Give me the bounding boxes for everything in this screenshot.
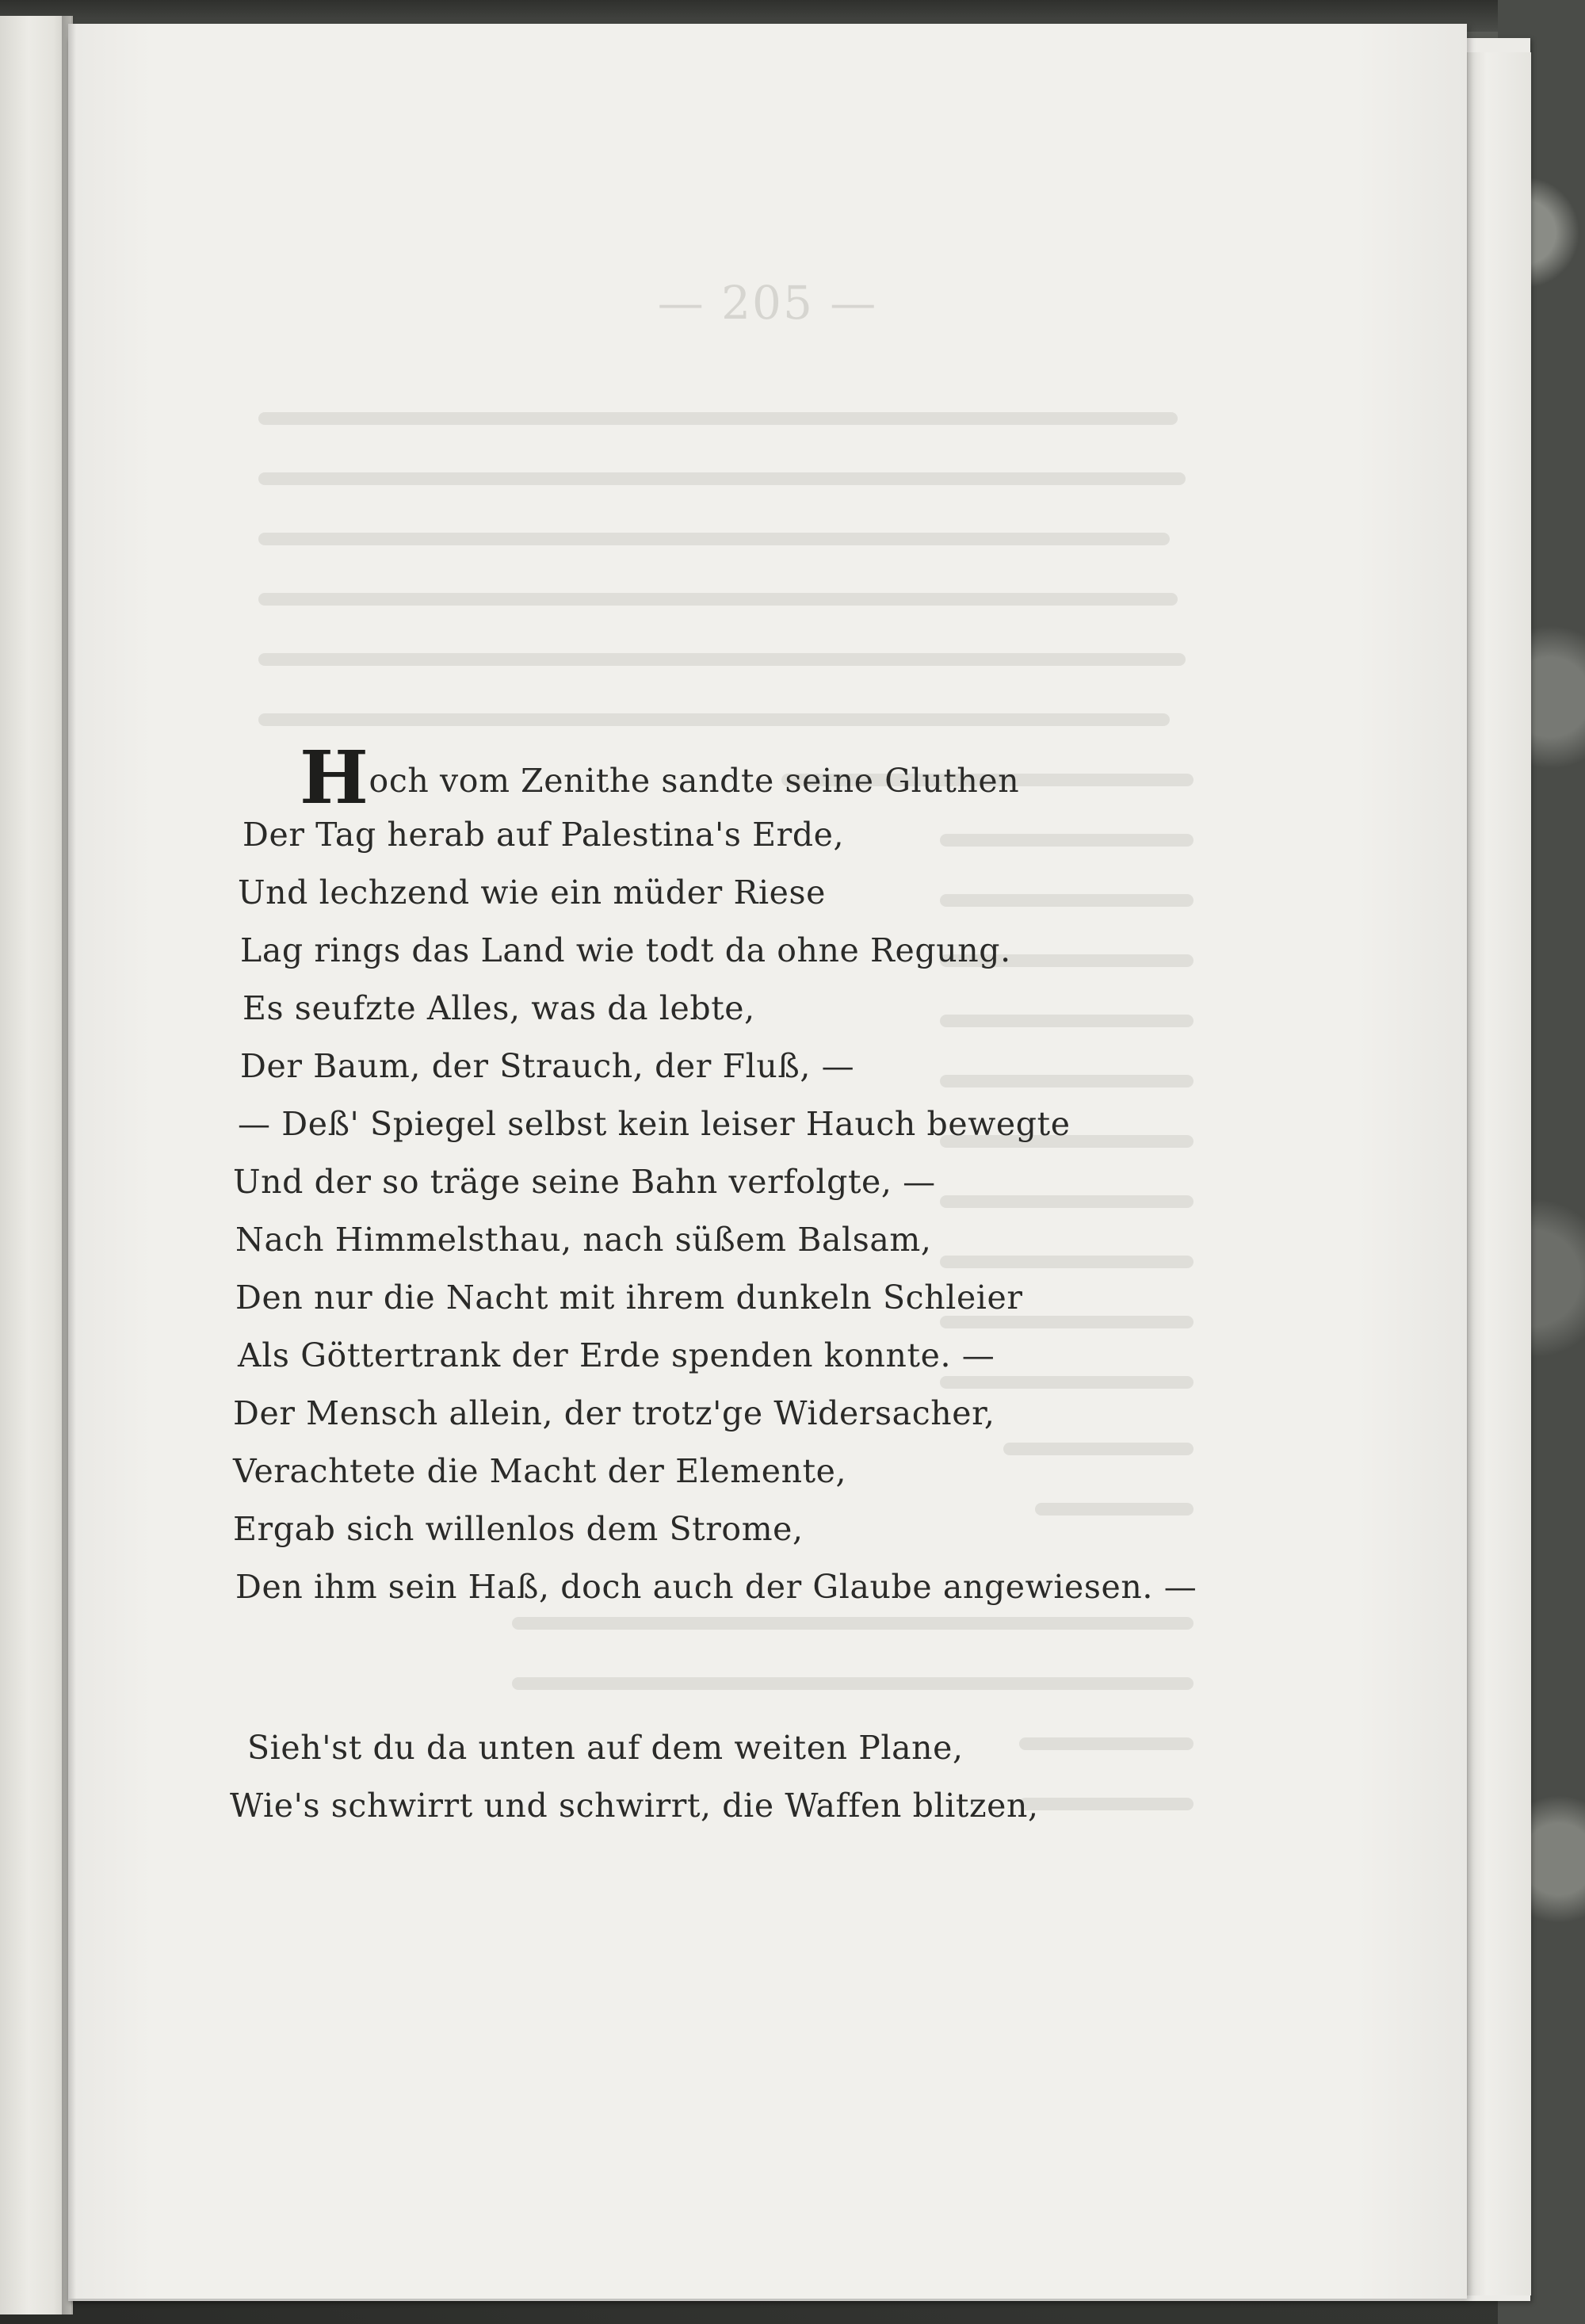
- poem-line: Sieh'st du da unten auf dem weiten Plane,: [247, 1729, 964, 1767]
- poem-line: Wie's schwirrt und schwirrt, die Waffen blitzen,: [230, 1787, 1039, 1825]
- poem-line: Und lechzend wie ein müder Riese: [238, 873, 827, 912]
- poem-line-text: och vom Zenithe sandte seine Gluthen: [369, 762, 1020, 800]
- poem-line: Lag rings das Land wie todt da ohne Regung.: [240, 931, 1011, 969]
- gutter-shadow: [62, 16, 76, 2314]
- poem-line: Ergab sich willenlos dem Strome,: [233, 1510, 804, 1548]
- poem-line: Als Göttertrank der Erde spenden konnte. —: [238, 1336, 995, 1374]
- poem-line: Den ihm sein Haß, doch auch der Glaube angewiesen. —: [235, 1568, 1197, 1606]
- page-edge-right: [1467, 52, 1531, 2295]
- poem-line: Nach Himmelsthau, nach süßem Balsam,: [235, 1221, 932, 1259]
- poem-line: Der Baum, der Strauch, der Fluß, —: [240, 1047, 855, 1085]
- poem-line: Der Mensch allein, der trotz'ge Widersacher,: [233, 1394, 995, 1432]
- poem-line: Und der so träge seine Bahn verfolgte, —: [233, 1163, 936, 1201]
- poem-line: Der Tag herab auf Palestina's Erde,: [243, 816, 845, 854]
- poem-line: [300, 735, 1020, 820]
- poem-line: Es seufzte Alles, was da lebte,: [243, 989, 755, 1027]
- poem-line: — Deß' Spiegel selbst kein leiser Hauch bewegte: [238, 1105, 1071, 1143]
- poem-line: Verachtete die Macht der Elemente,: [233, 1452, 847, 1490]
- page-number: — 205 —: [657, 276, 878, 330]
- poem-line: Den nur die Nacht mit ihrem dunkeln Schleier: [235, 1279, 1023, 1317]
- poem: [68, 24, 1467, 2299]
- drop-cap: H: [300, 735, 369, 820]
- book-page: [68, 24, 1467, 2299]
